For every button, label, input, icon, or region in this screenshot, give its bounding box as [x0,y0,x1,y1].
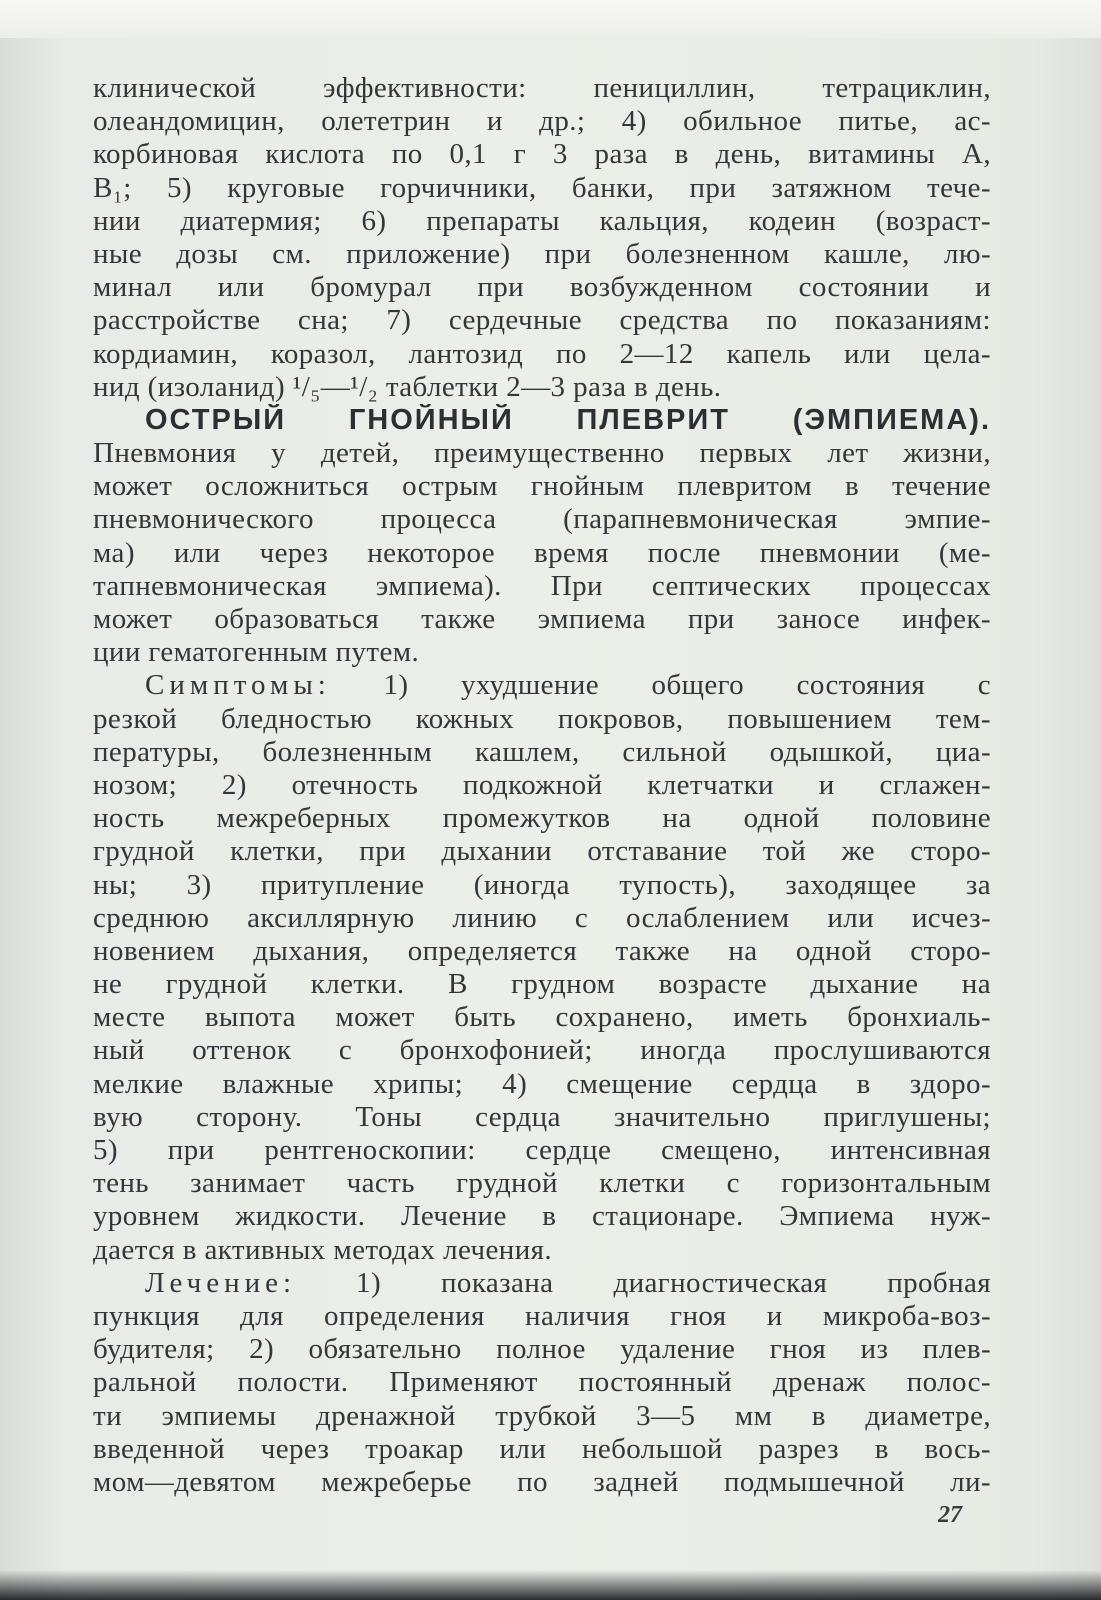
text-line: месте выпота может быть сохранено, иметь бронхиаль- [93,1001,991,1034]
text-line: дается в активных методах лечения. [93,1233,553,1266]
text-line: среднюю аксиллярную линию с ослаблением или исчез- [93,901,991,934]
page-bottom-shadow [0,1570,1101,1600]
text-line: введенной через троакар или небольшой разрез в вось- [93,1432,991,1465]
text-line: ный оттенок с бронхофонией; иногда прослушиваются [93,1034,991,1067]
text-line: будителя; 2) обязательно полное удаление гноя из плев- [93,1333,991,1366]
text-line: резкой бледностью кожных покровов, повышением тем- [93,702,991,735]
text-line: ность межреберных промежутков на одной половине [93,802,991,835]
text-line: может образоваться также эмпиема при заносе инфек- [93,603,991,635]
text-line: B₁; 5) круговые горчичники, банки, при затяжном тече- [93,171,991,204]
text-line: нид (изоланид) ¹/₅—¹/₂ таблетки 2—3 раза в день. [93,370,722,403]
text-line: ные дозы см. приложение) при болезненном кашле, лю- [93,237,991,270]
text-line: расстройстве сна; 7) сердечные средства по показаниям: [93,304,991,337]
text-line: тень занимает часть грудной клетки с горизонтальным [93,1167,991,1200]
text-line: может осложниться острым гнойным плевритом в течение [93,470,991,503]
text-line: пункция для определения наличия гноя и микроба-воз- [93,1299,991,1332]
text-line: клинической эффективности: пенициллин, тетрациклин, [93,72,991,104]
text-line: ральной полости. Применяют постоянный дренаж полос- [93,1366,991,1399]
text-line: уровнем жидкости. Лечение в стационаре. Эмпиема нуж- [93,1200,991,1233]
text-line: мом—девятом межреберье по задней подмышечной ли- [93,1465,991,1498]
treatment-paragraph-start [93,1267,991,1300]
page-text [93,72,991,1499]
section-heading: ОСТРЫЙ ГНОЙНЫЙ ПЛЕВРИТ (ЭМПИЕМА). [145,403,991,436]
text-line: 5) при рентгеноскопии: сердце смещено, интенсивная [93,1134,991,1166]
text-line: ти эмпиемы дренажной трубкой 3—5 мм в диаметре, [93,1399,991,1432]
text-line: нозом; 2) отечность подкожной клетчатки и сглажен- [93,768,991,801]
text-line: ма) или через некоторое время после пневмонии (ме- [93,536,991,569]
treatment-first-text: 1) показана диагностическая пробная [356,1266,991,1299]
text-line: пературы, болезненным кашлем, сильной одышкой, циа- [93,735,991,768]
text-line: ны; 3) притупление (иногда тупость), заходящее за [93,868,991,901]
text-line: не грудной клетки. В грудном возрасте дыхание на [93,968,991,1001]
text-line: Пневмония у детей, преимущественно первых лет жизни, [93,437,991,470]
text-line: олеандомицин, олететрин и др.; 4) обильное питье, ас- [93,105,991,138]
text-line: мелкие влажные хрипы; 4) смещение сердца в здоро- [93,1067,991,1100]
symptoms-label: Симптомы: [145,669,331,702]
text-line: минал или бромурал при возбужденном состоянии и [93,271,991,304]
text-line: грудной клетки, при дыхании отставание той же сторо- [93,835,991,868]
symptoms-paragraph-start [93,669,991,702]
page-number: 27 [938,1502,962,1528]
text-line: кордиамин, коразол, лантозид по 2—12 капель или цела- [93,337,991,370]
text-line: пневмонического процесса (парапневмоническая эмпие- [93,503,991,536]
text-line: нии диатермия; 6) препараты кальция, кодеин (возраст- [93,204,991,237]
treatment-label: Лечение: [145,1266,297,1299]
text-line: новением дыхания, определяется также на одной сторо- [93,934,991,967]
symptoms-first-text: 1) ухудшение общего состояния с [383,669,991,702]
text-line: вую сторону. Тоны сердца значительно приглушены; [93,1100,991,1133]
text-line: ции гематогенным путем. [93,636,420,669]
text-line: тапневмоническая эмпиема). При септических процессах [93,569,991,602]
text-line: корбиновая кислота по 0,1 г 3 раза в день, витамины А, [93,138,991,171]
